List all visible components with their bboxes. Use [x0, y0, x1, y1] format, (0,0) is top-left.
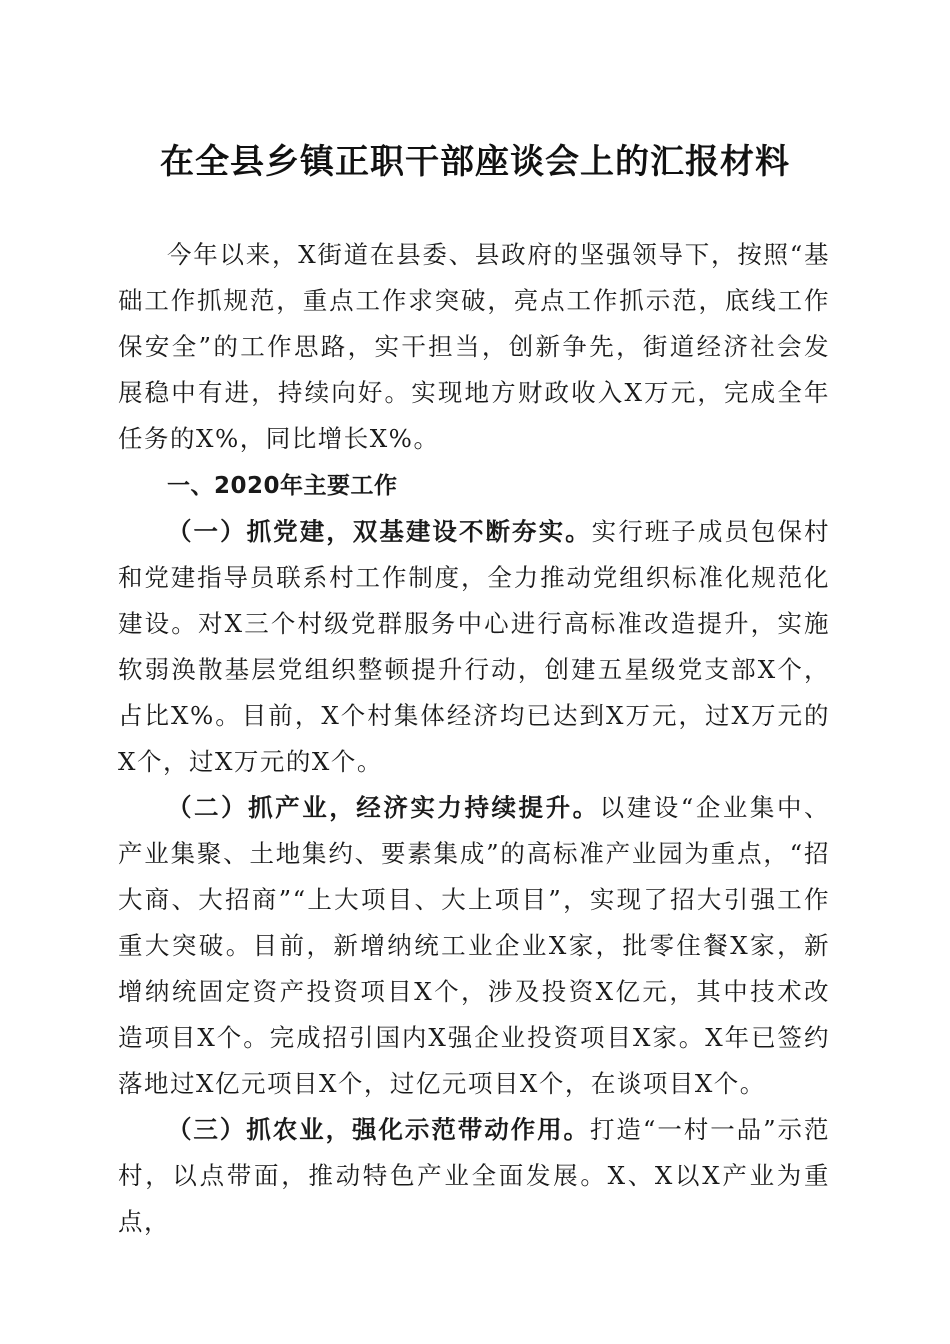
intro-paragraph: 今年以来，X街道在县委、县政府的坚强领导下，按照“基础工作抓规范，重点工作求突破，亮点工作抓示范，底线工作保安全”的工作思路，实干担当，创新争先，街道经济社会发展稳中有进，持续向好。实现地方财政收入X万元，完成全年任务的X%，同比增长X%。: [118, 240, 830, 453]
item-text-1: 实行班子成员包保村和党建指导员联系村工作制度，全力推动党组织标准化规范化建设。对X三个村级党群服务中心进行高标准改造提升，实施软弱涣散基层党组织整顿提升行动，创建五星级党支部X个，占比X%。目前，X个村集体经济均已达到X万元，过X万元的X个，过X万元的X个。: [118, 517, 831, 776]
section-heading-text: 一、2020年主要工作: [167, 473, 398, 499]
item-text-3: 打造“一村一品”示范村，以点带面，推动特色产业全面发展。X、X以X产业为重点，: [118, 1115, 830, 1236]
item-lead-1: （一）抓党建，双基建设不断夯实。: [167, 517, 592, 546]
item-paragraph-1: [118, 509, 830, 785]
page-title: 在全县乡镇正职干部座谈会上的汇报材料: [160, 142, 790, 182]
item-paragraph-3: [118, 1107, 830, 1245]
document-body: [118, 232, 830, 1245]
item-lead-3: （三）抓农业，强化示范带动作用。: [167, 1115, 590, 1144]
item-paragraph-2: [118, 785, 830, 1107]
item-lead-2: （二）抓产业，经济实力持续提升。: [167, 793, 600, 822]
item-text-2: 以建设“企业集中、产业集聚、土地集约、要素集成”的高标准产业园为重点，“招大商、大招商”“上大项目、大上项目”，实现了招大引强工作重大突破。目前，新增纳统工业企业X家，批零住餐X家，新增纳统固定资产投资项目X个，涉及投资X亿元，其中技术改造项目X个。完成招引国内X强企业投资项目X家。X年已签约落地过X亿元项目X个，过亿元项目X个，在谈项目X个。: [118, 793, 831, 1098]
section-heading: [118, 462, 830, 509]
